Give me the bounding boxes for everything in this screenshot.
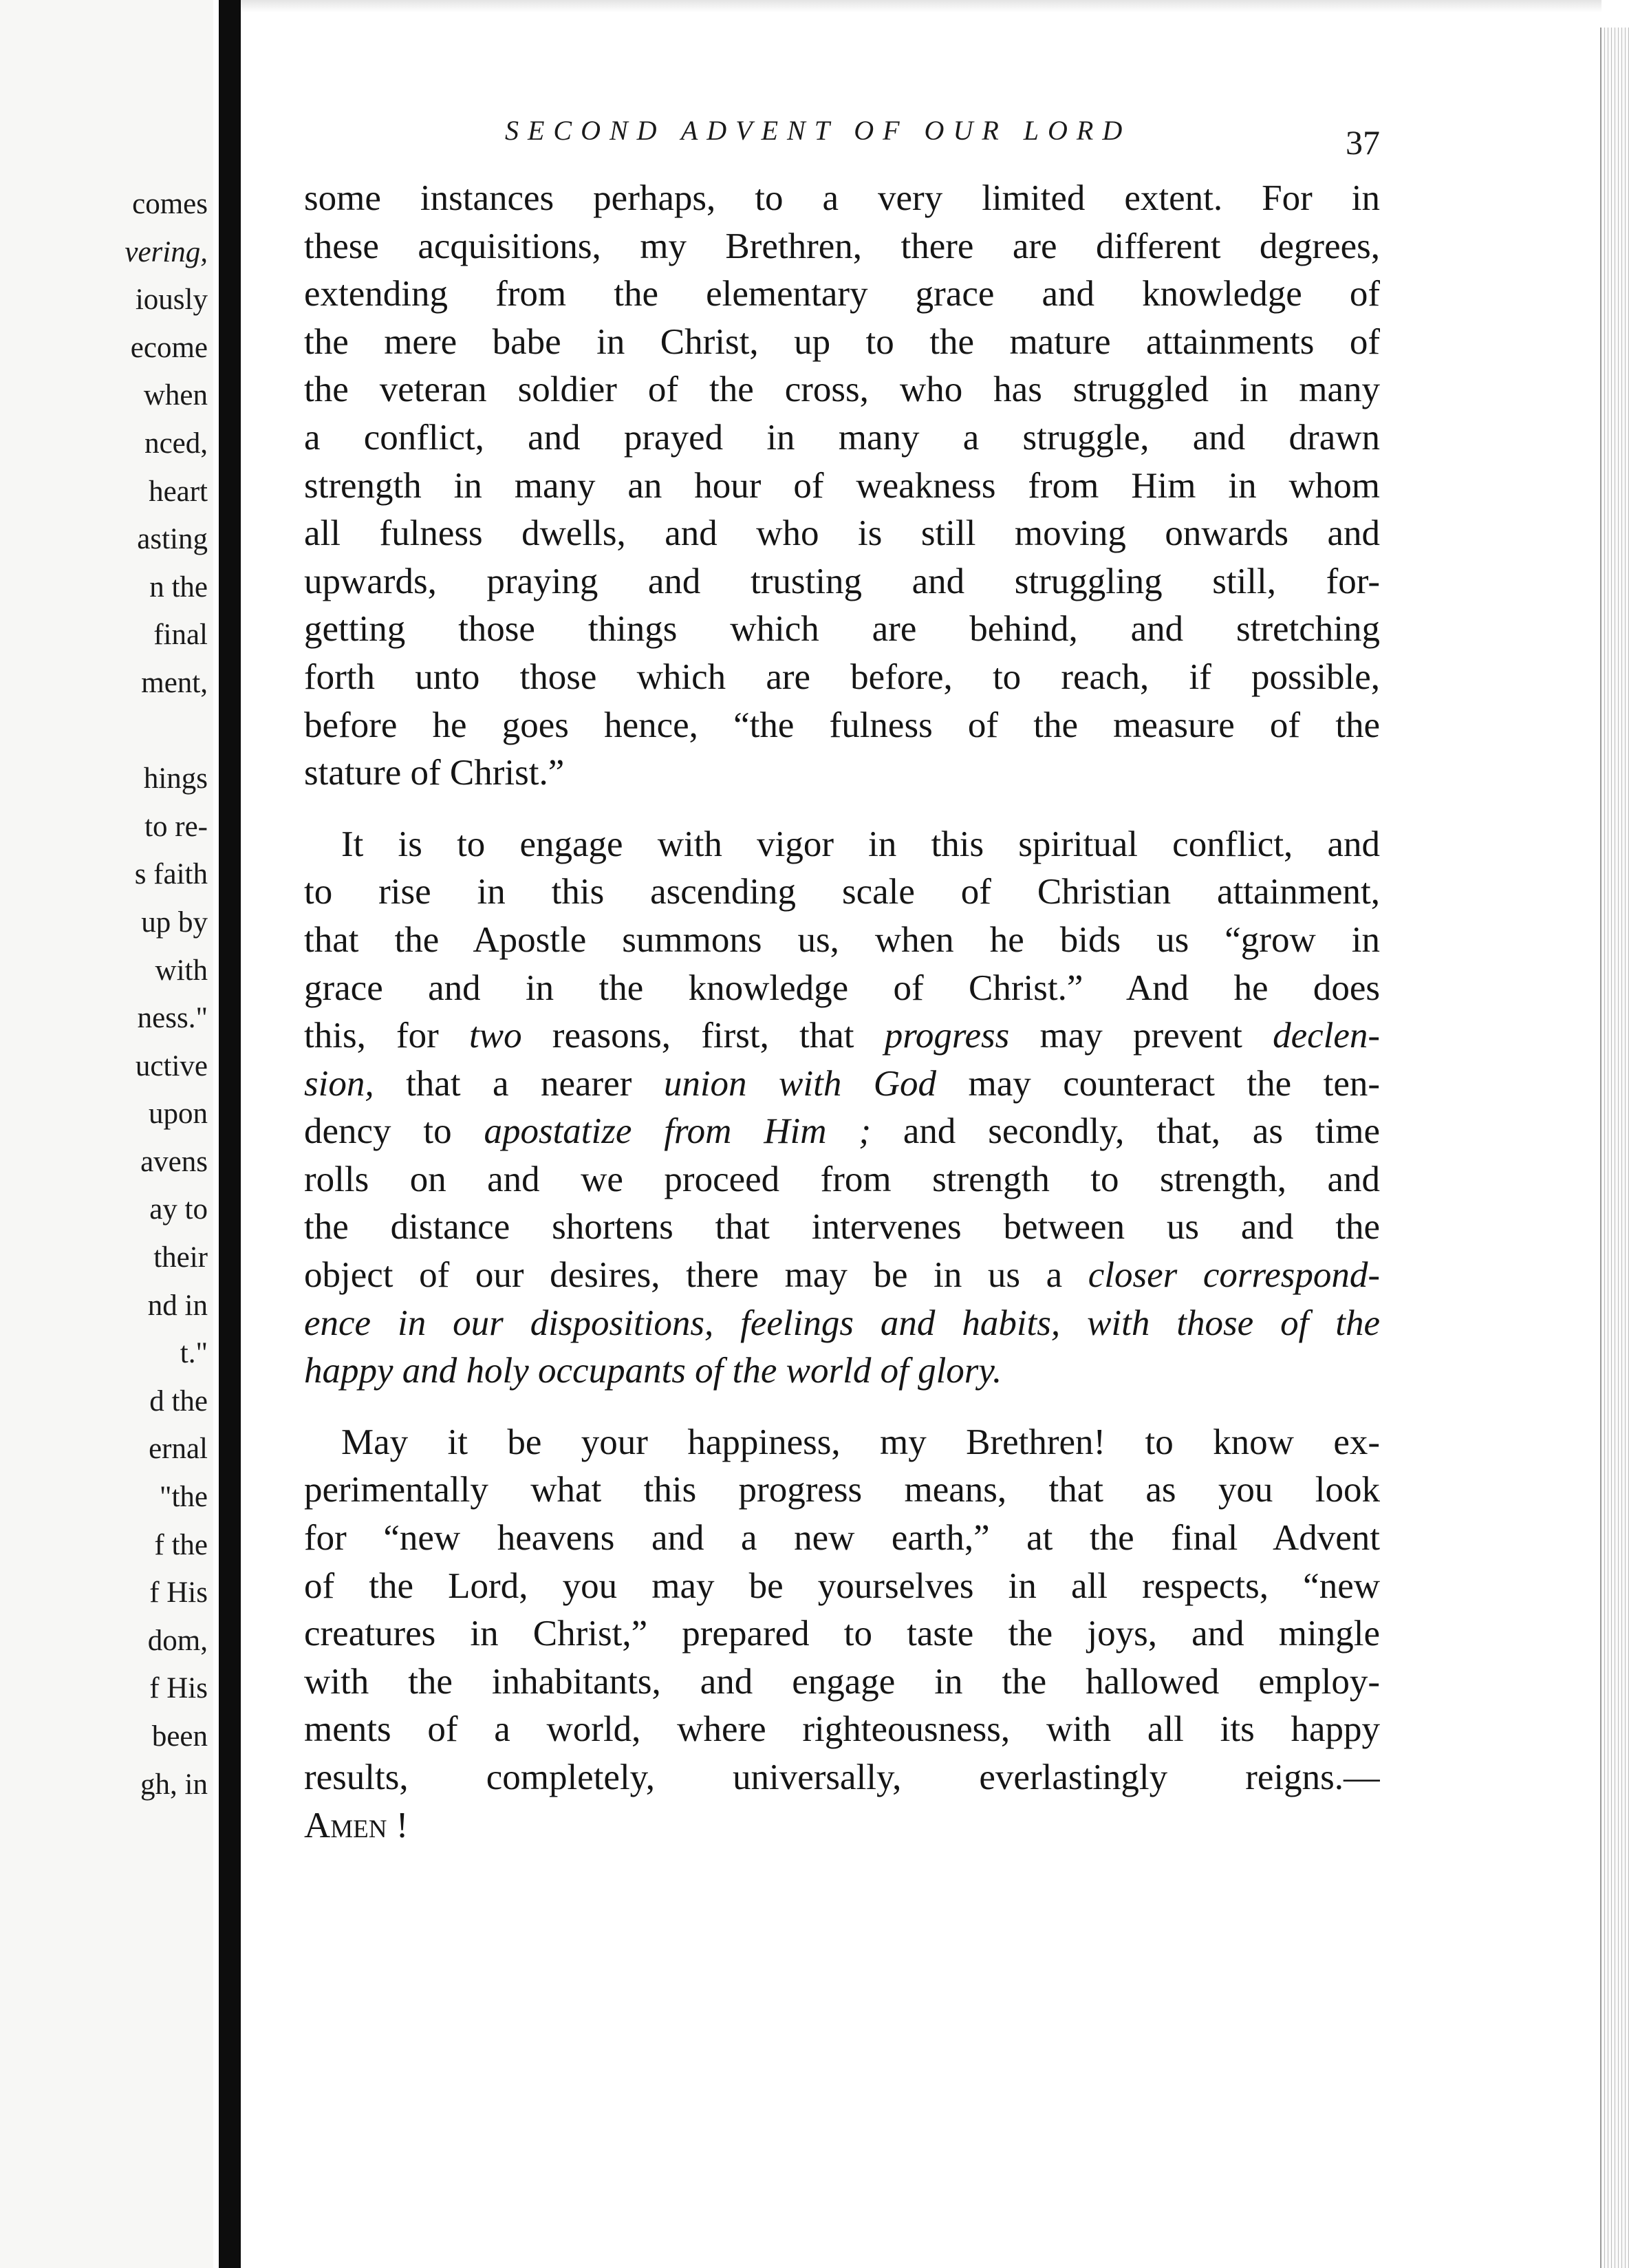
text-line: May it be your happiness, my Brethren! to know ex- xyxy=(341,1422,1380,1462)
running-head: SECOND ADVENT OF OUR LORD xyxy=(505,115,1132,146)
facing-page-line: final xyxy=(153,619,208,652)
italic-run: union with God xyxy=(663,1063,937,1104)
paragraph-gap xyxy=(304,798,1380,821)
text-line: with the inhabitants, and engage in the hallowed employ- xyxy=(304,1661,1380,1702)
italic-run: declen- xyxy=(1273,1016,1380,1056)
facing-page-line: ment, xyxy=(141,666,208,699)
text-run: reasons, first, that xyxy=(521,1016,885,1056)
italic-run: progress xyxy=(884,1016,1010,1056)
facing-page-line: with xyxy=(155,954,208,987)
text-line: grace and in the knowledge of Christ.” And he does xyxy=(304,967,1380,1008)
text-run: that a nearer xyxy=(374,1063,664,1104)
text-line: forth unto those which are before, to reach, if possible, xyxy=(304,656,1380,697)
facing-page-line: ness." xyxy=(137,1002,208,1035)
text-line: stature of Christ.” xyxy=(304,753,565,793)
facing-page-line: asting xyxy=(137,523,208,556)
facing-page-line: up by xyxy=(141,906,208,939)
facing-page-text xyxy=(125,180,208,1808)
text-line: It is to engage with vigor in this spiritual conflict, and xyxy=(341,824,1380,864)
facing-page-line: iously xyxy=(135,284,208,317)
facing-page-line: been xyxy=(151,1720,208,1753)
text-line: creatures in Christ,” prepared to taste the joys, and mingle xyxy=(304,1614,1380,1654)
text-line: that the Apostle summons us, when he bids us “grow in xyxy=(304,919,1380,960)
text-run: and secondly, that, as time xyxy=(871,1111,1380,1152)
facing-page-line: upon xyxy=(149,1098,208,1131)
text-line: the mere babe in Christ, up to the mature attainments of xyxy=(304,321,1380,362)
text-line: a conflict, and prayed in many a struggle, and drawn xyxy=(304,417,1380,458)
facing-page-line: when xyxy=(143,379,208,412)
text-run: dency to xyxy=(304,1111,484,1152)
italic-run: closer correspond- xyxy=(1088,1255,1380,1296)
facing-page-line: "the xyxy=(159,1481,208,1514)
text-line: getting those things which are behind, and stretching xyxy=(304,609,1380,650)
text-line: of the Lord, you may be yourselves in all respects, “new xyxy=(304,1565,1380,1606)
facing-page-line: gh, in xyxy=(140,1768,208,1801)
text-line: ence in our dispositions, feelings and habits, with those of the xyxy=(304,1303,1380,1343)
text-line xyxy=(304,1108,1380,1156)
facing-page-line: their xyxy=(153,1241,208,1274)
main-page xyxy=(241,0,1596,2268)
facing-page-line: comes xyxy=(132,188,208,220)
italic-run: sion, xyxy=(304,1063,374,1104)
text-line: some instances perhaps, to a very limited extent. For in xyxy=(304,178,1380,218)
text-line: before he goes hence, “the fulness of the measure of the xyxy=(304,705,1380,745)
text-line: rolls on and we proceed from strength to strength, and xyxy=(304,1159,1380,1199)
facing-page-line: f His xyxy=(149,1576,208,1609)
text-line: happy and holy occupants of the world of glory. xyxy=(304,1351,1002,1391)
text-line: to rise in this ascending scale of Christian attainment, xyxy=(304,872,1380,912)
facing-page-line: nd in xyxy=(147,1289,208,1322)
text-line: all fulness dwells, and who is still moving onwards and xyxy=(304,513,1380,554)
facing-page-line: t." xyxy=(180,1337,208,1370)
amen-line: Amen ! xyxy=(304,1805,409,1846)
facing-page-fragment xyxy=(0,0,213,2268)
text-line: these acquisitions, my Brethren, there are different degrees, xyxy=(304,226,1380,266)
text-line: ments of a world, where righteousness, with all its happy xyxy=(304,1709,1380,1750)
text-line xyxy=(304,1060,1380,1109)
page-edge-stack xyxy=(1600,28,1629,2268)
text-line: extending from the elementary grace and knowledge of xyxy=(304,274,1380,314)
facing-page-line: n the xyxy=(149,570,208,603)
paragraph-gap xyxy=(304,1395,1380,1419)
facing-page-line: ay to xyxy=(149,1193,208,1226)
text-line: the veteran soldier of the cross, who has struggled in many xyxy=(304,370,1380,410)
text-line xyxy=(304,1252,1380,1300)
facing-page-line: dom, xyxy=(147,1624,208,1657)
text-line: upwards, praying and trusting and struggling still, for- xyxy=(304,561,1380,601)
facing-page-line: uctive xyxy=(135,1049,208,1082)
text-line: strength in many an hour of weakness from Him in whom xyxy=(304,465,1380,506)
facing-page-line: d the xyxy=(149,1384,208,1418)
text-line: perimentally what this progress means, that as you look xyxy=(304,1470,1380,1510)
text-line xyxy=(304,1012,1380,1060)
italic-run: two xyxy=(469,1016,522,1056)
text-run: this, for xyxy=(304,1016,470,1056)
text-line: the distance shortens that intervenes between us and the xyxy=(304,1207,1380,1248)
facing-page-line: f His xyxy=(149,1672,208,1705)
facing-page-line: s faith xyxy=(134,858,208,891)
page-number: 37 xyxy=(1346,123,1380,162)
facing-page-line: avens xyxy=(140,1145,208,1178)
facing-page-line: f the xyxy=(154,1528,208,1561)
facing-page-line: vering, xyxy=(125,235,208,268)
facing-page-line: nced, xyxy=(144,427,208,460)
text-run: may counteract the ten- xyxy=(936,1063,1380,1104)
text-line: results, completely, universally, everlastingly reigns.— xyxy=(304,1757,1380,1797)
book-gutter xyxy=(219,0,241,2268)
text-line: for “new heavens and a new earth,” at the final Advent xyxy=(304,1518,1380,1559)
text-run: object of our desires, there may be in us a xyxy=(304,1255,1088,1296)
facing-page-line: ernal xyxy=(149,1433,208,1466)
italic-run: apostatize from Him ; xyxy=(484,1111,871,1152)
text-run: may prevent xyxy=(1009,1016,1273,1056)
page-text-body xyxy=(304,175,1380,1850)
facing-page-line xyxy=(125,707,208,756)
facing-page-line: to re- xyxy=(144,810,208,843)
facing-page-line: hings xyxy=(143,762,208,795)
facing-page-line: ecome xyxy=(130,331,208,364)
facing-page-line: heart xyxy=(149,475,208,508)
